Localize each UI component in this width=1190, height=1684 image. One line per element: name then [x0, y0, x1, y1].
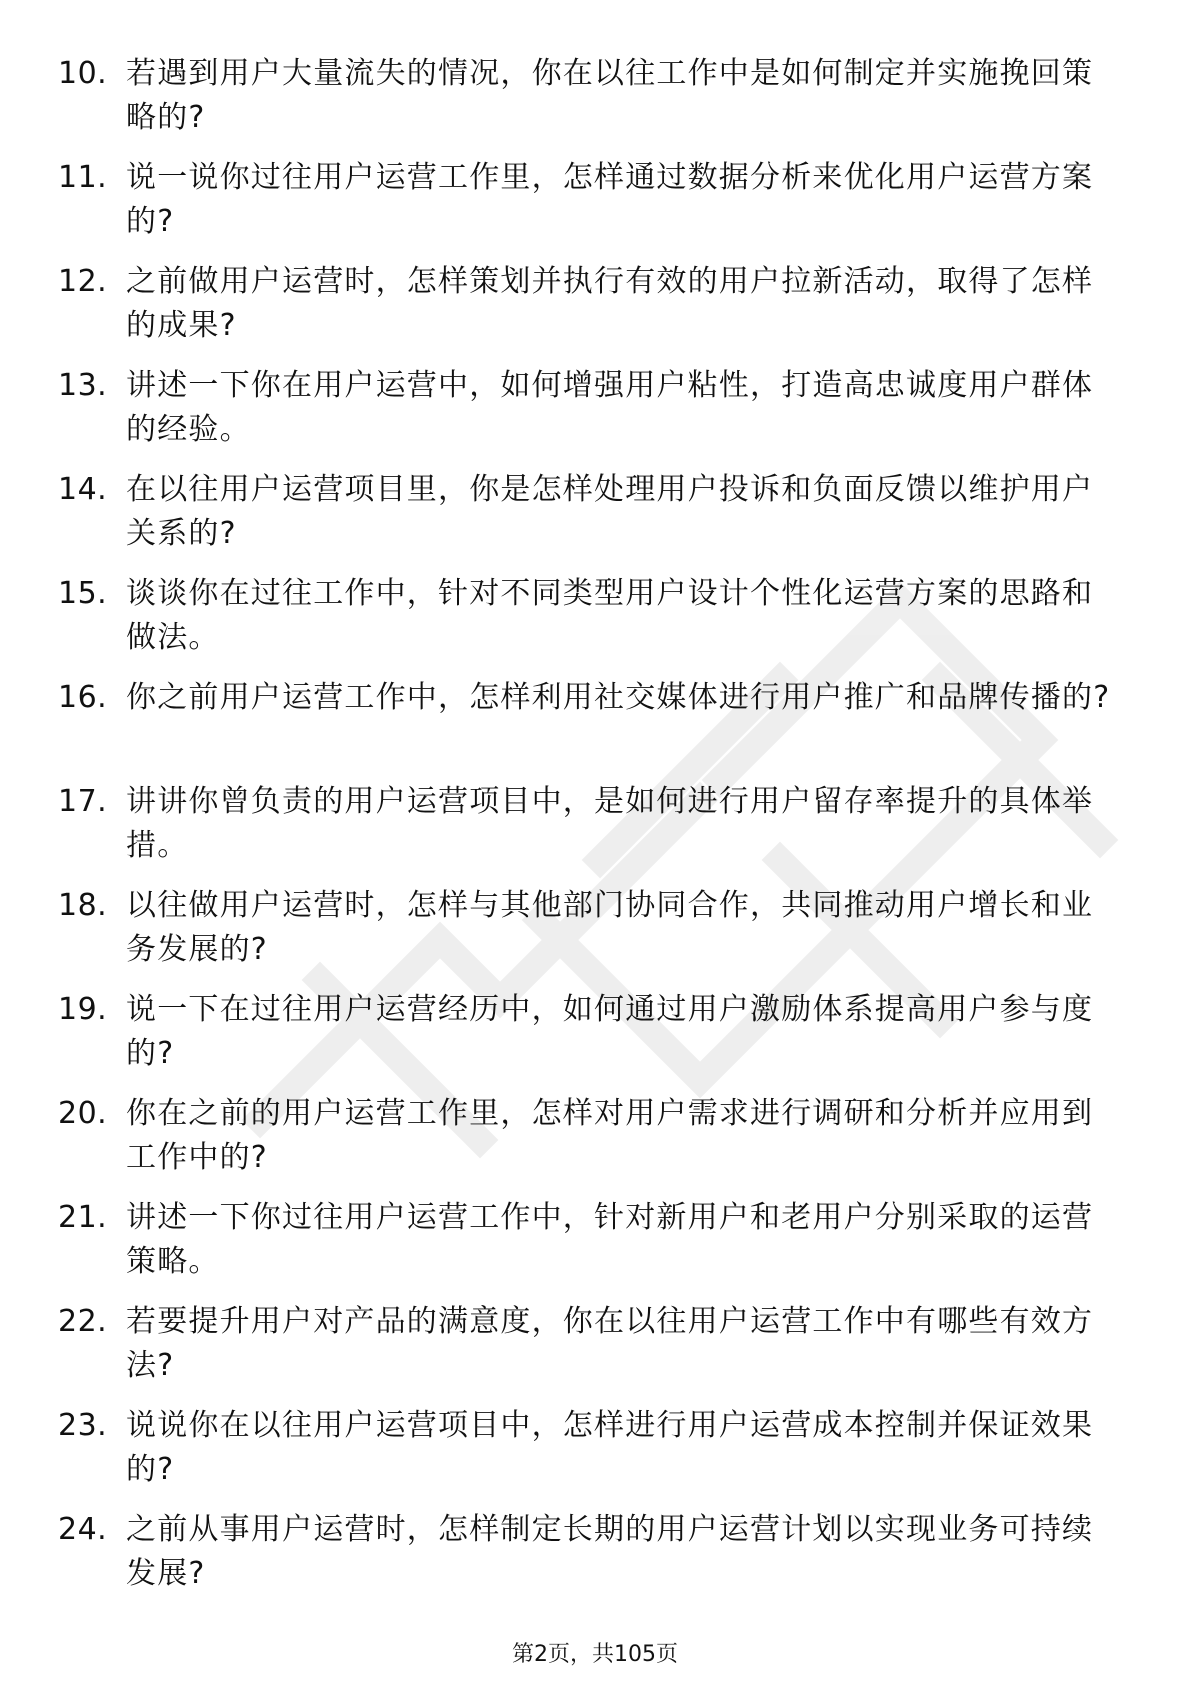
question-item [0, 1390, 1190, 1494]
page-footer: 第2页，共105页 [512, 1642, 678, 1667]
question-number: 12. [58, 264, 108, 299]
question-text: 若要提升用户对产品的满意度，你在以往用户运营工作中有哪些有效方法? [126, 1304, 1094, 1383]
question-item [0, 558, 1190, 662]
question-number: 14. [58, 472, 108, 507]
question-text: 讲讲你曾负责的用户运营项目中，是如何进行用户留存率提升的具体举措。 [126, 784, 1094, 863]
question-number: 21. [58, 1200, 108, 1235]
question-number: 11. [58, 160, 108, 195]
question-text: 你在之前的用户运营工作里，怎样对用户需求进行调研和分析并应用到工作中的? [126, 1096, 1094, 1175]
question-item [0, 974, 1190, 1078]
question-text: 讲述一下你在用户运营中，如何增强用户粘性，打造高忠诚度用户群体的经验。 [126, 368, 1094, 447]
question-item [0, 142, 1190, 246]
question-list [0, 38, 1190, 1598]
question-text: 在以往用户运营项目里，你是怎样处理用户投诉和负面反馈以维护用户关系的? [126, 472, 1094, 551]
question-number: 10. [58, 56, 108, 91]
question-text: 以往做用户运营时，怎样与其他部门协同合作，共同推动用户增长和业务发展的? [126, 888, 1094, 967]
question-text: 若遇到用户大量流失的情况，你在以往工作中是如何制定并实施挽回策略的? [126, 56, 1094, 135]
question-text: 之前从事用户运营时，怎样制定长期的用户运营计划以实现业务可持续发展? [126, 1512, 1094, 1591]
question-text: 之前做用户运营时，怎样策划并执行有效的用户拉新活动，取得了怎样的成果? [126, 264, 1094, 343]
question-item [0, 1078, 1190, 1182]
question-text: 说说你在以往用户运营项目中，怎样进行用户运营成本控制并保证效果的? [126, 1408, 1094, 1487]
question-text: 谈谈你在过往工作中，针对不同类型用户设计个性化运营方案的思路和做法。 [126, 576, 1094, 655]
question-text: 说一说你过往用户运营工作里，怎样通过数据分析来优化用户运营方案的? [126, 160, 1094, 239]
question-item [0, 454, 1190, 558]
question-number: 22. [58, 1304, 108, 1339]
question-text: 讲述一下你过往用户运营工作中，针对新用户和老用户分别采取的运营策略。 [126, 1200, 1094, 1279]
question-item [0, 38, 1190, 142]
question-item [0, 1182, 1190, 1286]
question-number: 17. [58, 784, 108, 819]
question-number: 13. [58, 368, 108, 403]
question-number: 24. [58, 1512, 108, 1547]
question-item [0, 1494, 1190, 1598]
question-item [0, 766, 1190, 870]
question-number: 16. [58, 680, 108, 715]
question-item [0, 350, 1190, 454]
question-item [0, 246, 1190, 350]
question-number: 18. [58, 888, 108, 923]
question-number: 23. [58, 1408, 108, 1443]
question-item [0, 662, 1190, 766]
question-text: 你之前用户运营工作中，怎样利用社交媒体进行用户推广和品牌传播的? [126, 680, 1111, 715]
question-text: 说一下在过往用户运营经历中，如何通过用户激励体系提高用户参与度的? [126, 992, 1094, 1071]
question-item [0, 1286, 1190, 1390]
question-number: 15. [58, 576, 108, 611]
question-item [0, 870, 1190, 974]
question-number: 19. [58, 992, 108, 1027]
question-number: 20. [58, 1096, 108, 1131]
